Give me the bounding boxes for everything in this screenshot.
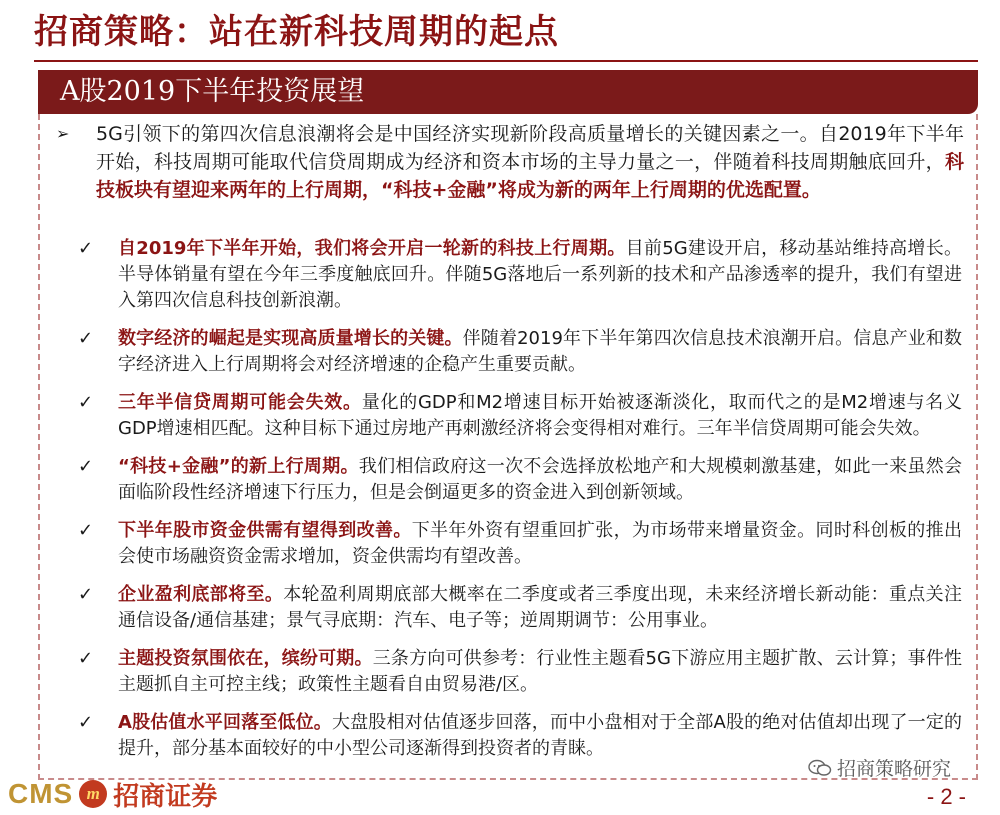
list-item	[78, 390, 962, 442]
item-heading: 主题投资氛围依在，缤纷可期。	[118, 648, 373, 669]
item-heading: 企业盈利底部将至。	[118, 584, 284, 605]
logo-latin: CMS	[8, 778, 74, 809]
item-text: 我们相信政府这一次不会选择放松地产和大规模刺激基建，如此一来虽然会面临阶段性经济增速下行压力，但是会倒逼更多的资金进入到创新领域。	[118, 456, 962, 503]
check-icon: ✓	[78, 648, 94, 669]
list-item	[78, 326, 962, 378]
wechat-watermark	[808, 754, 951, 781]
wechat-icon	[808, 759, 832, 777]
item-text: 本轮盈利周期底部大概率在二季度或者三季度出现，未来经济增长新动能：重点关注通信设备/通信基建；景气寻底期：汽车、电子等；逆周期调节：公用事业。	[118, 584, 962, 631]
intro-paragraph	[56, 120, 964, 204]
check-icon: ✓	[78, 328, 94, 349]
check-icon: ✓	[78, 238, 94, 259]
item-body	[118, 454, 962, 506]
item-body	[118, 326, 962, 378]
banner-title: A股2019下半年投资展望	[60, 76, 365, 107]
title-rule	[34, 60, 978, 62]
item-text: 量化的GDP和M2增速目标开始被逐渐淡化，取而代之的是M2增速与名义GDP增速相匹配。这种目标下通过房地产再刺激经济将会变得相对难行。三年半信贷周期可能会失效。	[118, 392, 962, 439]
item-body	[118, 390, 962, 442]
content-box	[38, 114, 978, 780]
page-number: - 2 -	[926, 784, 966, 809]
item-text: 大盘股相对估值逐步回落，而中小盘相对于全部A股的绝对估值却出现了一定的提升，部分基本面较好的中小型公司逐渐得到投资者的青睐。	[118, 712, 962, 759]
list-item	[78, 646, 962, 698]
watermark-text: 招商策略研究	[837, 758, 952, 780]
list-item	[78, 518, 962, 570]
check-icon: ✓	[78, 712, 94, 733]
check-icon: ✓	[78, 520, 94, 541]
intro-text	[96, 120, 964, 204]
bullet-list	[78, 236, 962, 774]
item-heading: A股估值水平回落至低位。	[118, 712, 332, 733]
list-item	[78, 454, 962, 506]
item-heading: “科技+金融”的新上行周期。	[118, 456, 359, 477]
item-heading: 自2019年下半年开始，我们将会开启一轮新的科技上行周期。	[118, 238, 626, 259]
section-banner	[38, 70, 978, 114]
item-body	[118, 236, 962, 314]
check-icon: ✓	[78, 392, 94, 413]
item-heading: 数字经济的崛起是实现高质量增长的关键。	[118, 328, 463, 349]
list-item	[78, 236, 962, 314]
intro-highlight: 科技板块有望迎来两年的上行周期，“科技+金融”将成为新的两年上行周期的优选配置。	[96, 151, 964, 201]
item-text: 伴随着2019年下半年第四次信息技术浪潮开启。信息产业和数字经济进入上行周期将会对经济增速的企稳产生重要贡献。	[118, 328, 962, 375]
item-heading: 三年半信贷周期可能会失效。	[118, 392, 362, 413]
item-body	[118, 582, 962, 634]
company-logo	[8, 776, 217, 812]
logo-mark-icon: m	[79, 780, 107, 808]
intro-plain: 5G引领下的第四次信息浪潮将会是中国经济实现新阶段高质量增长的关键因素之一。自2019年下半年开始，科技周期可能取代信贷周期成为经济和资本市场的主导力量之一，伴随着科技周期触底回升，	[96, 123, 964, 173]
check-icon: ✓	[78, 456, 94, 477]
item-body	[118, 518, 962, 570]
list-item	[78, 582, 962, 634]
check-icon: ✓	[78, 584, 94, 605]
item-heading: 下半年股市资金供需有望得到改善。	[118, 520, 412, 541]
item-text: 目前5G建设开启，移动基站维持高增长。半导体销量有望在今年三季度触底回升。伴随5G落地后一系列新的技术和产品渗透率的提升，我们有望进入第四次信息科技创新浪潮。	[118, 238, 962, 311]
item-text: 三条方向可供参考：行业性主题看5G下游应用主题扩散、云计算；事件性主题抓自主可控主线；政策性主题看自由贸易港/区。	[118, 648, 963, 695]
slide-title: 招商策略：站在新科技周期的起点	[34, 12, 559, 52]
item-text: 下半年外资有望重回扩张，为市场带来增量资金。同时科创板的推出会使市场融资资金需求增加，资金供需均有望改善。	[118, 520, 962, 567]
item-body	[118, 646, 962, 698]
arrow-bullet-icon: ➢	[56, 124, 70, 143]
logo-chinese: 招商证券	[113, 781, 218, 812]
